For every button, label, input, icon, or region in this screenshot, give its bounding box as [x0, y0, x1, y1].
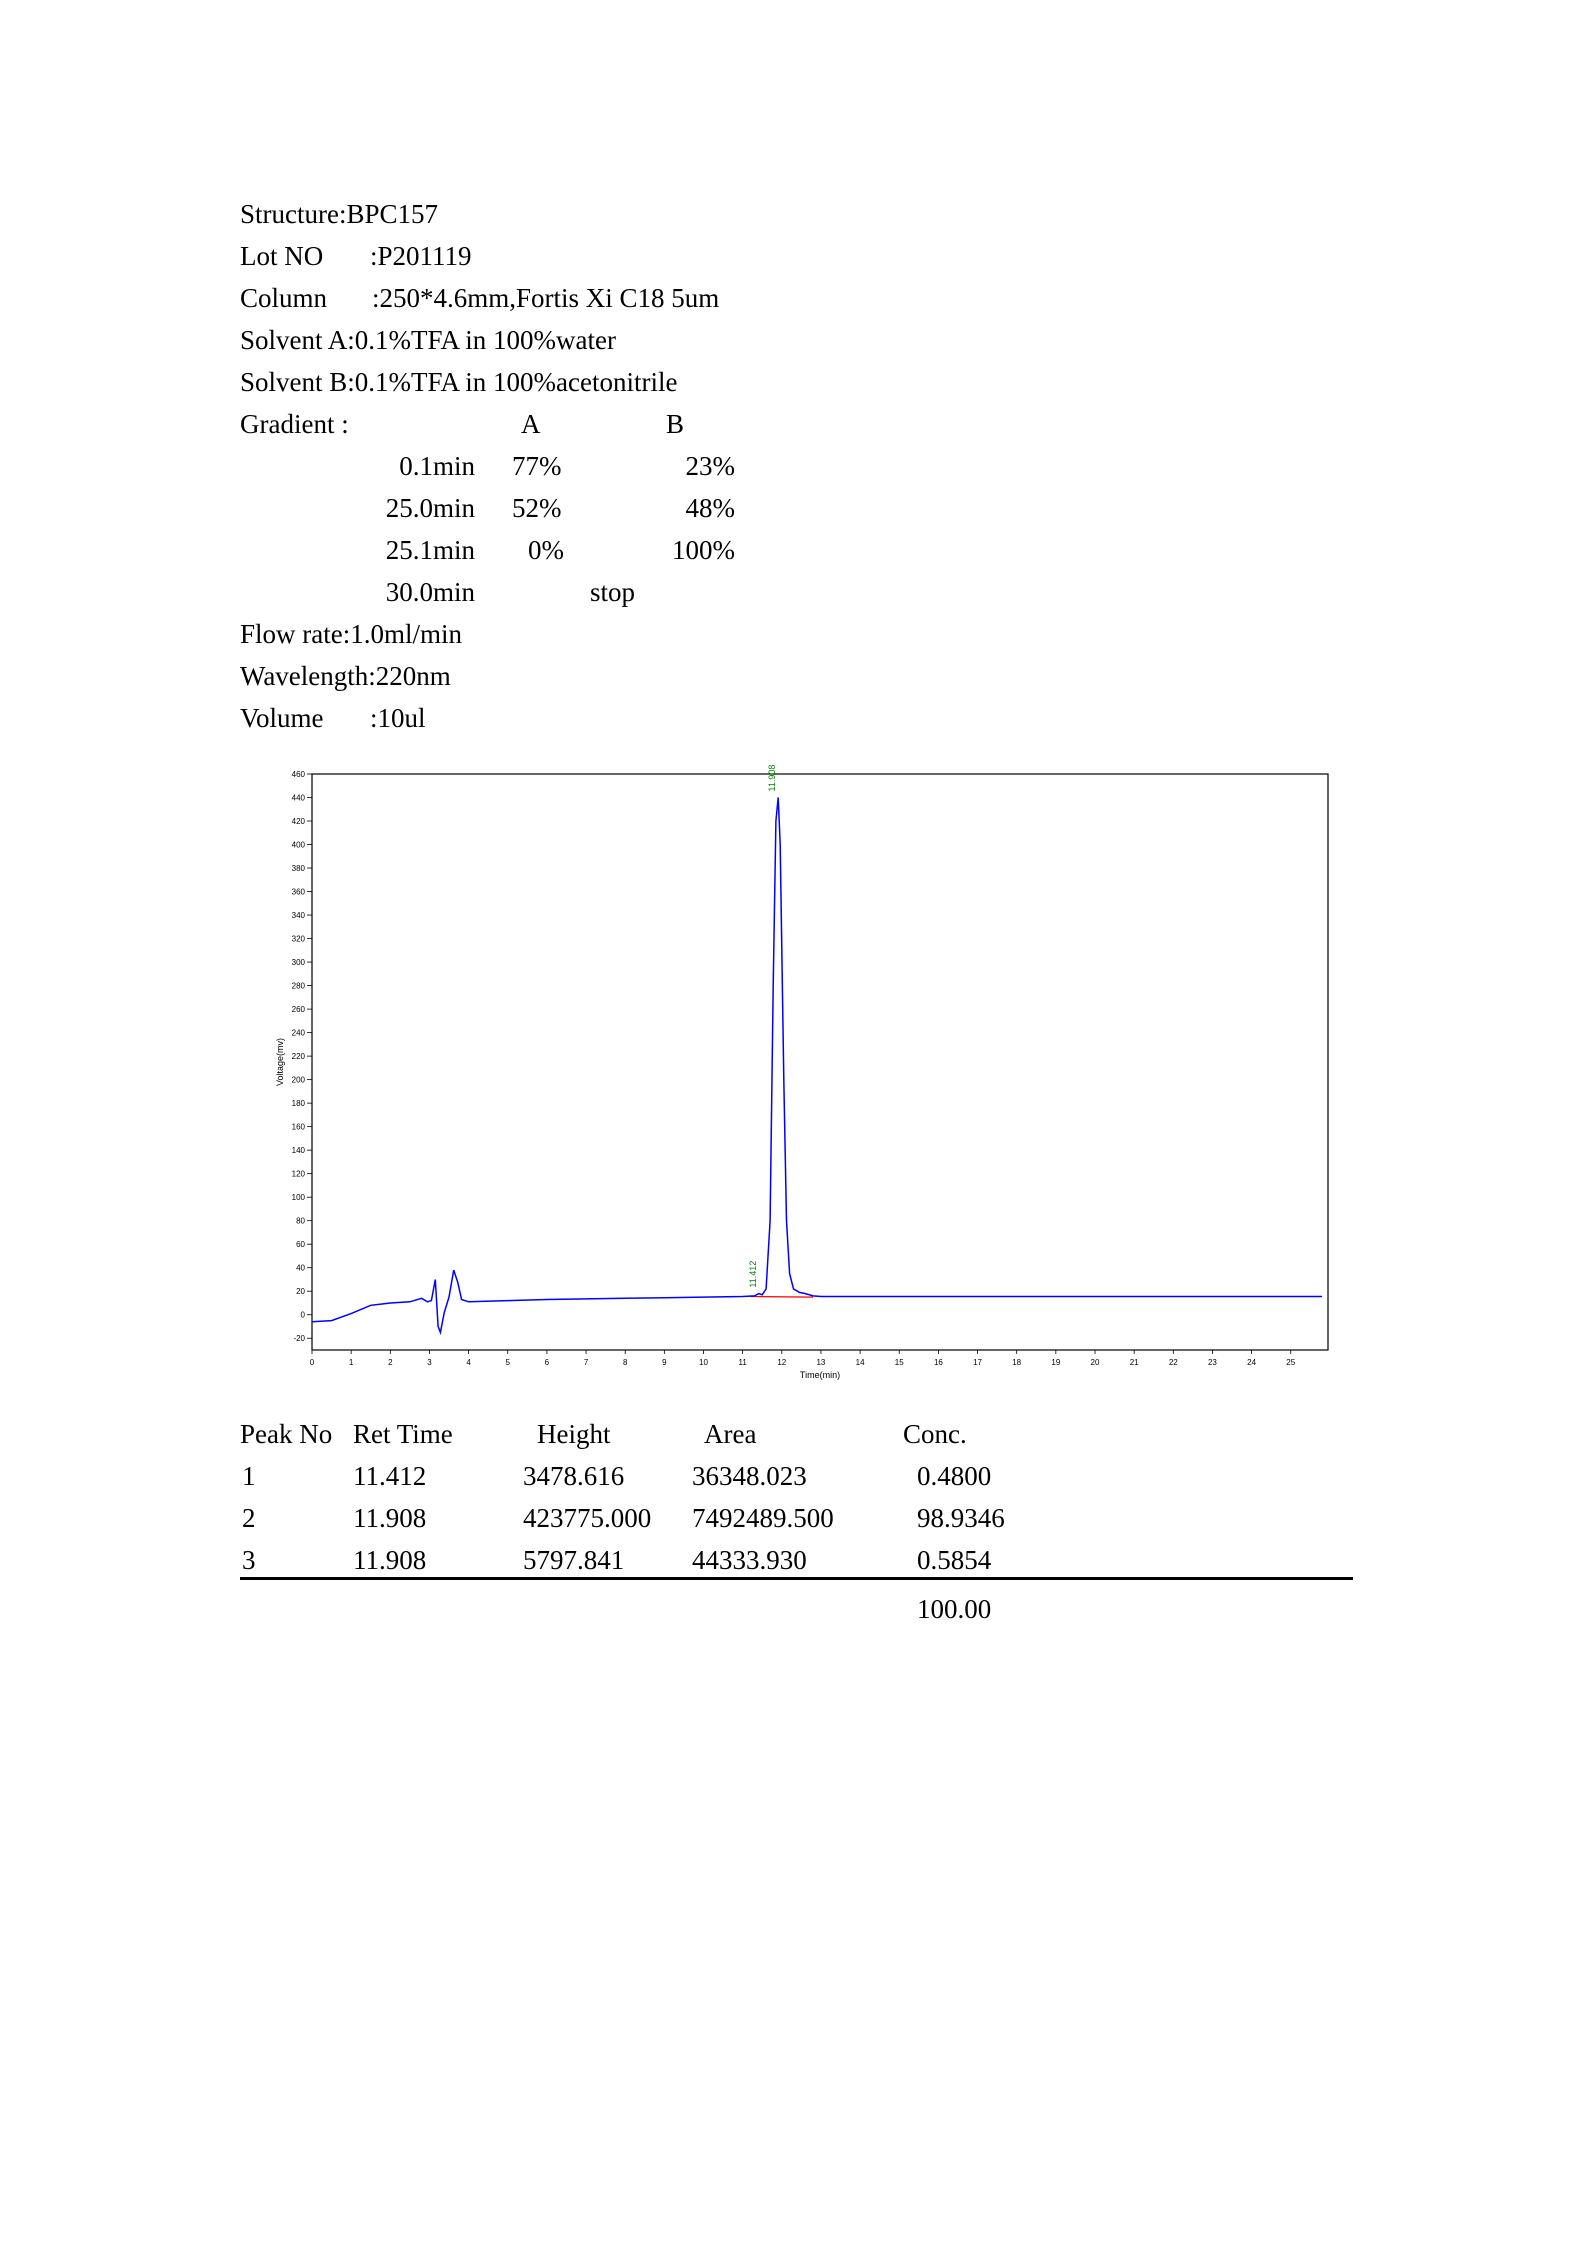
x-tick-label: 7 [583, 1358, 589, 1367]
x-tick-label: 25 [1286, 1358, 1296, 1367]
conc-cell: 0.5854 [917, 1545, 992, 1575]
x-axis-label: Time(min) [799, 1370, 841, 1380]
peak-label: 11.412 [747, 1260, 758, 1288]
peak-no-cell: 2 [242, 1503, 256, 1533]
x-tick-label: 22 [1168, 1358, 1178, 1367]
x-tick-label: 13 [816, 1358, 826, 1367]
area-cell: 7492489.500 [692, 1503, 834, 1533]
y-tick-label: 180 [291, 1099, 305, 1109]
gradient-label: Gradient : [240, 409, 349, 439]
y-tick-label: 120 [291, 1169, 305, 1179]
conc-cell: 98.9346 [917, 1503, 1005, 1533]
plot-frame [312, 774, 1328, 1350]
gradient-b: 23% [685, 451, 735, 481]
x-axis-ticks [310, 1350, 1296, 1367]
volume-value: :10ul [370, 703, 426, 733]
y-tick-label: 460 [291, 770, 305, 779]
ret-time-cell: 11.412 [353, 1461, 427, 1491]
area-cell: 36348.023 [692, 1461, 807, 1491]
y-tick-label: 100 [291, 1193, 305, 1203]
x-tick-label: 21 [1129, 1358, 1139, 1367]
x-tick-label: 9 [662, 1358, 667, 1367]
y-tick-label: 340 [291, 911, 305, 921]
gradient-b: 48% [685, 493, 735, 523]
flow-rate-line: Flow rate:1.0ml/min [240, 619, 462, 649]
integration-baseline [751, 1297, 814, 1298]
y-tick-label: 200 [291, 1075, 305, 1085]
y-tick-label: 260 [291, 1005, 305, 1015]
gradient-a: 77% [512, 451, 562, 481]
x-tick-label: 14 [855, 1358, 865, 1367]
gradient-a: 52% [512, 493, 562, 523]
gradient-b: 100% [672, 535, 735, 565]
y-tick-label: 0 [300, 1310, 305, 1320]
column-label: Column [240, 283, 328, 313]
lot-label: Lot NO [240, 241, 324, 271]
height-cell: 3478.616 [523, 1461, 625, 1491]
y-axis-label: Voltage(mv) [275, 1037, 285, 1087]
ret-time-cell: 11.908 [353, 1545, 427, 1575]
x-tick-label: 15 [894, 1358, 904, 1367]
x-tick-label: 19 [1051, 1358, 1061, 1367]
gradient-time: 25.0min [385, 493, 475, 523]
x-tick-label: 4 [466, 1358, 471, 1367]
y-tick-label: 220 [291, 1052, 305, 1062]
x-tick-label: 3 [427, 1358, 432, 1367]
peak-label: 11.908 [767, 764, 778, 792]
y-tick-label: 380 [291, 864, 305, 874]
gradient-time: 0.1min [399, 451, 475, 481]
conc-total: 100.00 [917, 1594, 992, 1624]
y-tick-label: 420 [291, 817, 305, 827]
peak-no-cell: 3 [242, 1545, 256, 1575]
height-cell: 423775.000 [523, 1503, 652, 1533]
x-tick-label: 2 [388, 1358, 393, 1367]
x-tick-label: 20 [1090, 1358, 1100, 1367]
signal-trace [312, 798, 1322, 1333]
y-tick-label: -20 [293, 1334, 305, 1344]
y-tick-label: 160 [291, 1122, 305, 1132]
x-tick-label: 23 [1207, 1358, 1217, 1367]
x-tick-label: 8 [622, 1358, 628, 1367]
y-tick-label: 280 [291, 981, 305, 991]
y-tick-label: 300 [291, 958, 305, 968]
header-ret-time: Ret Time [353, 1419, 453, 1449]
gradient-a: 0% [528, 535, 564, 565]
header-conc: Conc. [903, 1419, 967, 1449]
solvent-b-line: Solvent B:0.1%TFA in 100%acetonitrile [240, 367, 678, 397]
height-cell: 5797.841 [523, 1545, 625, 1575]
x-tick-label: 24 [1247, 1358, 1257, 1367]
conc-cell: 0.4800 [917, 1461, 992, 1491]
x-tick-label: 11 [738, 1358, 747, 1367]
lot-value: :P201119 [370, 241, 472, 271]
x-tick-label: 17 [973, 1358, 983, 1367]
area-cell: 44333.930 [692, 1545, 807, 1575]
header-peak-no: Peak No [240, 1419, 333, 1449]
y-axis-ticks [292, 770, 312, 1343]
y-tick-label: 400 [291, 840, 305, 850]
x-tick-label: 16 [933, 1358, 943, 1367]
y-tick-label: 320 [291, 934, 305, 944]
structure-line: Structure:BPC157 [240, 199, 439, 229]
solvent-a-line: Solvent A:0.1%TFA in 100%water [240, 325, 616, 355]
y-tick-label: 40 [296, 1263, 305, 1273]
x-tick-label: 12 [777, 1358, 787, 1367]
table-total-rule [240, 1577, 1353, 1580]
y-tick-label: 140 [291, 1146, 305, 1156]
peak-no-cell: 1 [242, 1461, 256, 1491]
x-tick-label: 0 [309, 1358, 315, 1367]
gradient-col-b: B [666, 409, 685, 439]
volume-label: Volume [240, 703, 324, 733]
y-tick-label: 240 [291, 1028, 305, 1038]
wavelength-line: Wavelength:220nm [240, 661, 451, 691]
gradient-time: 25.1min [385, 535, 475, 565]
x-tick-label: 6 [544, 1358, 550, 1367]
column-value: :250*4.6mm,Fortis Xi C18 5um [372, 283, 720, 313]
x-tick-label: 1 [348, 1358, 354, 1367]
gradient-col-a: A [521, 409, 541, 439]
y-tick-label: 60 [296, 1240, 305, 1250]
x-tick-label: 5 [505, 1358, 510, 1367]
y-tick-label: 80 [296, 1216, 305, 1226]
x-tick-label: 10 [699, 1358, 708, 1367]
gradient-time: 30.0min [385, 577, 475, 607]
y-tick-label: 440 [291, 793, 305, 803]
header-area: Area [704, 1419, 757, 1449]
header-height: Height [537, 1419, 611, 1449]
y-tick-label: 360 [291, 887, 305, 897]
ret-time-cell: 11.908 [353, 1503, 427, 1533]
gradient-stop: stop [590, 577, 636, 607]
x-tick-label: 18 [1012, 1358, 1022, 1367]
y-tick-label: 20 [296, 1287, 305, 1297]
